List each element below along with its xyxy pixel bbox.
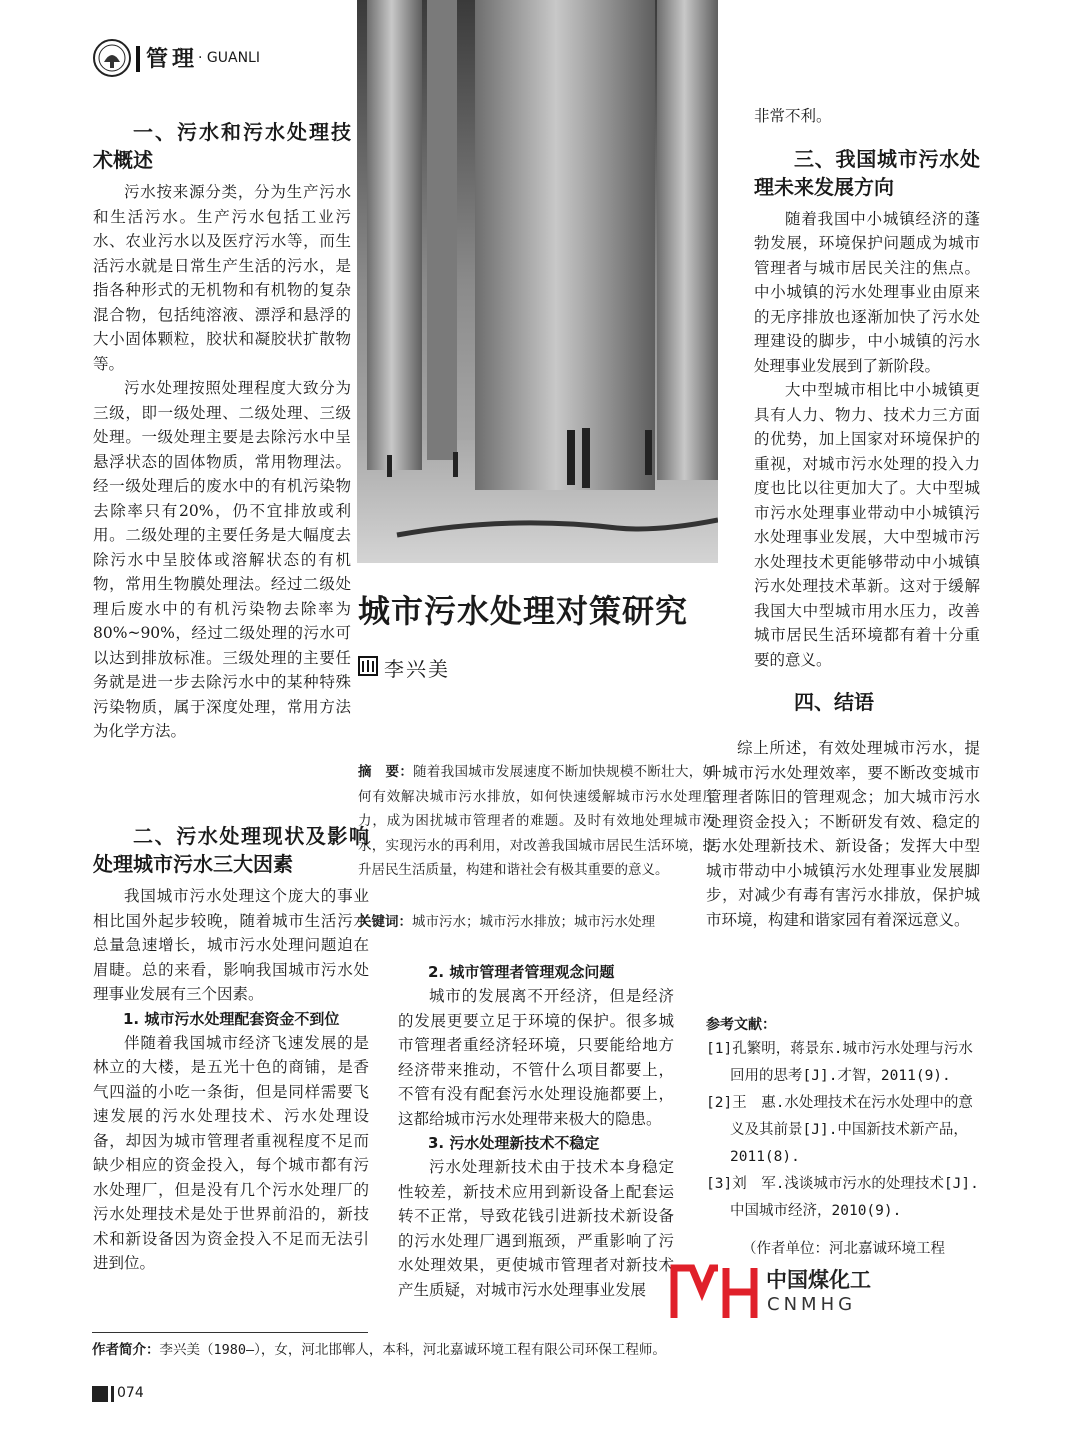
page-number: 074 [117, 1385, 144, 1401]
author-note-text: 李兴美（1980—），女，河北邯郸人，本科，河北嘉诚环境工程有限公司环保工程师。 [159, 1342, 666, 1358]
reference-item: [2]王 惠.水处理技术在污水处理中的意义及其前景[J].中国新技术新产品，2011(8). [706, 1095, 973, 1165]
column-3 [754, 104, 980, 724]
page-bar [111, 1386, 114, 1402]
heading-section-4: 四、结语 [794, 690, 874, 714]
emblem-icon [92, 38, 132, 78]
references [706, 1036, 980, 1225]
paragraph: 污水按来源分类，分为生产污水和生活污水。生产污水包括工业污水、农业污水以及医疗污水等，而生活污水就是日常生产生活的污水，是指各种形式的无机物和有机物的复杂混合物，包括纯溶液、漂浮和悬浮的大小固体颗粒，胶状和凝胶状扩散物等。 [93, 183, 351, 373]
paragraph: 伴随着我国城市经济飞速发展的是林立的大楼，是五光十色的商铺，是香气四溢的小吃一条街，但是同样需要飞速发展的污水处理技术、污水处理设备，却因为城市管理者重视程度不足而缺少相应的资金投入，每个城市都有污水处理厂，但是没有几个污水处理厂的污水处理技术是处于世界前沿的，新技术和新设备因为资金投入不足而无法引进到位。 [93, 1033, 369, 1272]
paragraph: 我国城市污水处理这个庞大的事业相比国外起步较晚，随着城市生活污水总量急速增长，城市污水处理问题迫在眉睫。总的来看，影响我国城市污水处理事业发展有三个因素。 [93, 887, 369, 1003]
abstract-text: 随着我国城市发展速度不断加快规模不断壮大，如何有效解决城市污水排放，如何快速缓解城市污水处理压力，成为困扰城市管理者的难题。及时有效地处理城市污水，实现污水的再利用，对改善我国城市居民生活环境，提升居民生活质量，构建和谐社会有极其重要的意义。 [358, 764, 717, 878]
watermark-logo-icon [670, 1262, 760, 1322]
journal-logo [92, 38, 132, 78]
heading-section-1: 一、污水和污水处理技术概述 [93, 120, 351, 172]
page-mark [92, 1386, 108, 1402]
column-3-conclusion [706, 736, 980, 932]
header-bar [136, 46, 140, 72]
paragraph: 随着我国中小城镇经济的蓬勃发展，环境保护问题成为城市管理者与城市居民关注的焦点。中小城镇的污水处理事业由原来的无序排放也逐渐加快了污水处理建设的脚步，中小城镇的污水处理事业发展到了新阶段。 [754, 209, 980, 375]
reference-item: [3]刘 军.浅谈城市污水的处理技术[J].中国城市经济，2010(9). [706, 1176, 979, 1219]
subheading-1: 1. 城市污水处理配套资金不到位 [123, 1009, 340, 1028]
abstract [358, 760, 716, 883]
author-note [92, 1340, 666, 1360]
watermark-en: CNMHG [767, 1294, 857, 1315]
keywords-label: 关键词： [358, 914, 412, 930]
paragraph: 城市的发展离不开经济，但是经济的发展更要立足于环境的保护。很多城市管理者重经济轻环境，只要能给地方经济带来推动，不管什么项目都要上，不管有没有配套污水处理设施都要上，这都给城市污水处理带来极大的隐患。 [398, 987, 674, 1128]
keywords-text: 城市污水；城市污水排放；城市污水处理 [412, 914, 655, 930]
subheading-3: 3. 污水处理新技术不稳定 [428, 1134, 600, 1152]
abstract-label: 摘 要： [358, 764, 414, 780]
author-icon [358, 656, 378, 676]
watermark [670, 1262, 880, 1322]
article-title: 城市污水处理对策研究 [358, 592, 689, 630]
keywords [358, 910, 716, 934]
author-note-label: 作者简介： [92, 1342, 160, 1358]
reference-item: [1]孔繁明，蒋景东.城市污水处理与污水回用的思考[J].才智，2011(9). [706, 1041, 973, 1084]
watermark-cn: 中国煤化工 [766, 1268, 871, 1292]
heading-section-3: 三、我国城市污水处理未来发展方向 [754, 146, 980, 199]
heading-section-2: 二、污水处理现状及影响处理城市污水三大因素 [93, 824, 369, 876]
paragraph: 综上所述，有效处理城市污水，提升城市污水处理效率，要不断改变城市管理者陈旧的管理观念；加大城市污水处理资金投入；不断研发有效、稳定的污水处理新技术、新设备；发挥大中型城市带动中小城镇污水处理事业发展脚步，对减少有毒有害污水排放，保护城市环境，构建和谐家园有着深远意义。 [706, 739, 980, 929]
section-title-cn: 管理 [146, 47, 199, 72]
underground-tank-image [357, 0, 718, 563]
hero-photo [357, 0, 718, 563]
footer-divider [92, 1332, 368, 1333]
column-1 [93, 118, 351, 744]
paragraph: 大中型城市相比中小城镇更具有人力、物力、技术力三方面的优势，加上国家对环境保护的重视，对城市污水处理的投入力度也比以往更加大了。大中型城市污水处理事业带动中小城镇污水处理事业发展，大中型城市污水处理技术更能够带动中小城镇污水处理技术革新。这对于缓解我国大中型城市用水压力，改善城市居民生活环境都有着十分重要的意义。 [754, 381, 980, 669]
section-title-en: · GUANLI [198, 50, 260, 66]
article-author: 李兴美 [384, 657, 450, 681]
column-2 [398, 960, 674, 1302]
paragraph: 污水处理按照处理程度大致分为三级，即一级处理、二级处理、三级处理。一级处理主要是去除污水中呈悬浮状态的固体物质，常用物理法。经一级处理后的废水中的有机污染物去除率只有20%，仍不宜排放或利用。二级处理的主要任务是大幅度去除污水中呈胶体或溶解状态的有机物，常用生物膜处理法。经过二级处理后废水中的有机污染物去除率为80%~90%，经过二级处理的污水可以达到排放标准。三级处理的主要任务就是进一步去除污水中的某种特殊污染物质，属于深度处理，常用方法为化学方法。 [93, 379, 351, 740]
pen-icon [358, 656, 378, 676]
column-1-lower [93, 822, 369, 1276]
subheading-2: 2. 城市管理者管理观念问题 [428, 963, 615, 981]
continued-text: 非常不利。 [754, 107, 832, 125]
author-affiliation: （作者单位：河北嘉诚环境工程 [742, 1241, 945, 1257]
references-label: 参考文献： [706, 1017, 776, 1033]
paragraph: 污水处理新技术由于技术本身稳定性较差，新技术应用到新设备上配套运转不正常，导致花钱引进新技术新设备的污水处理厂遇到瓶颈，严重影响了污水处理效果，更使城市管理者对新技术产生质疑，对城市污水处理事业发展 [398, 1158, 674, 1299]
